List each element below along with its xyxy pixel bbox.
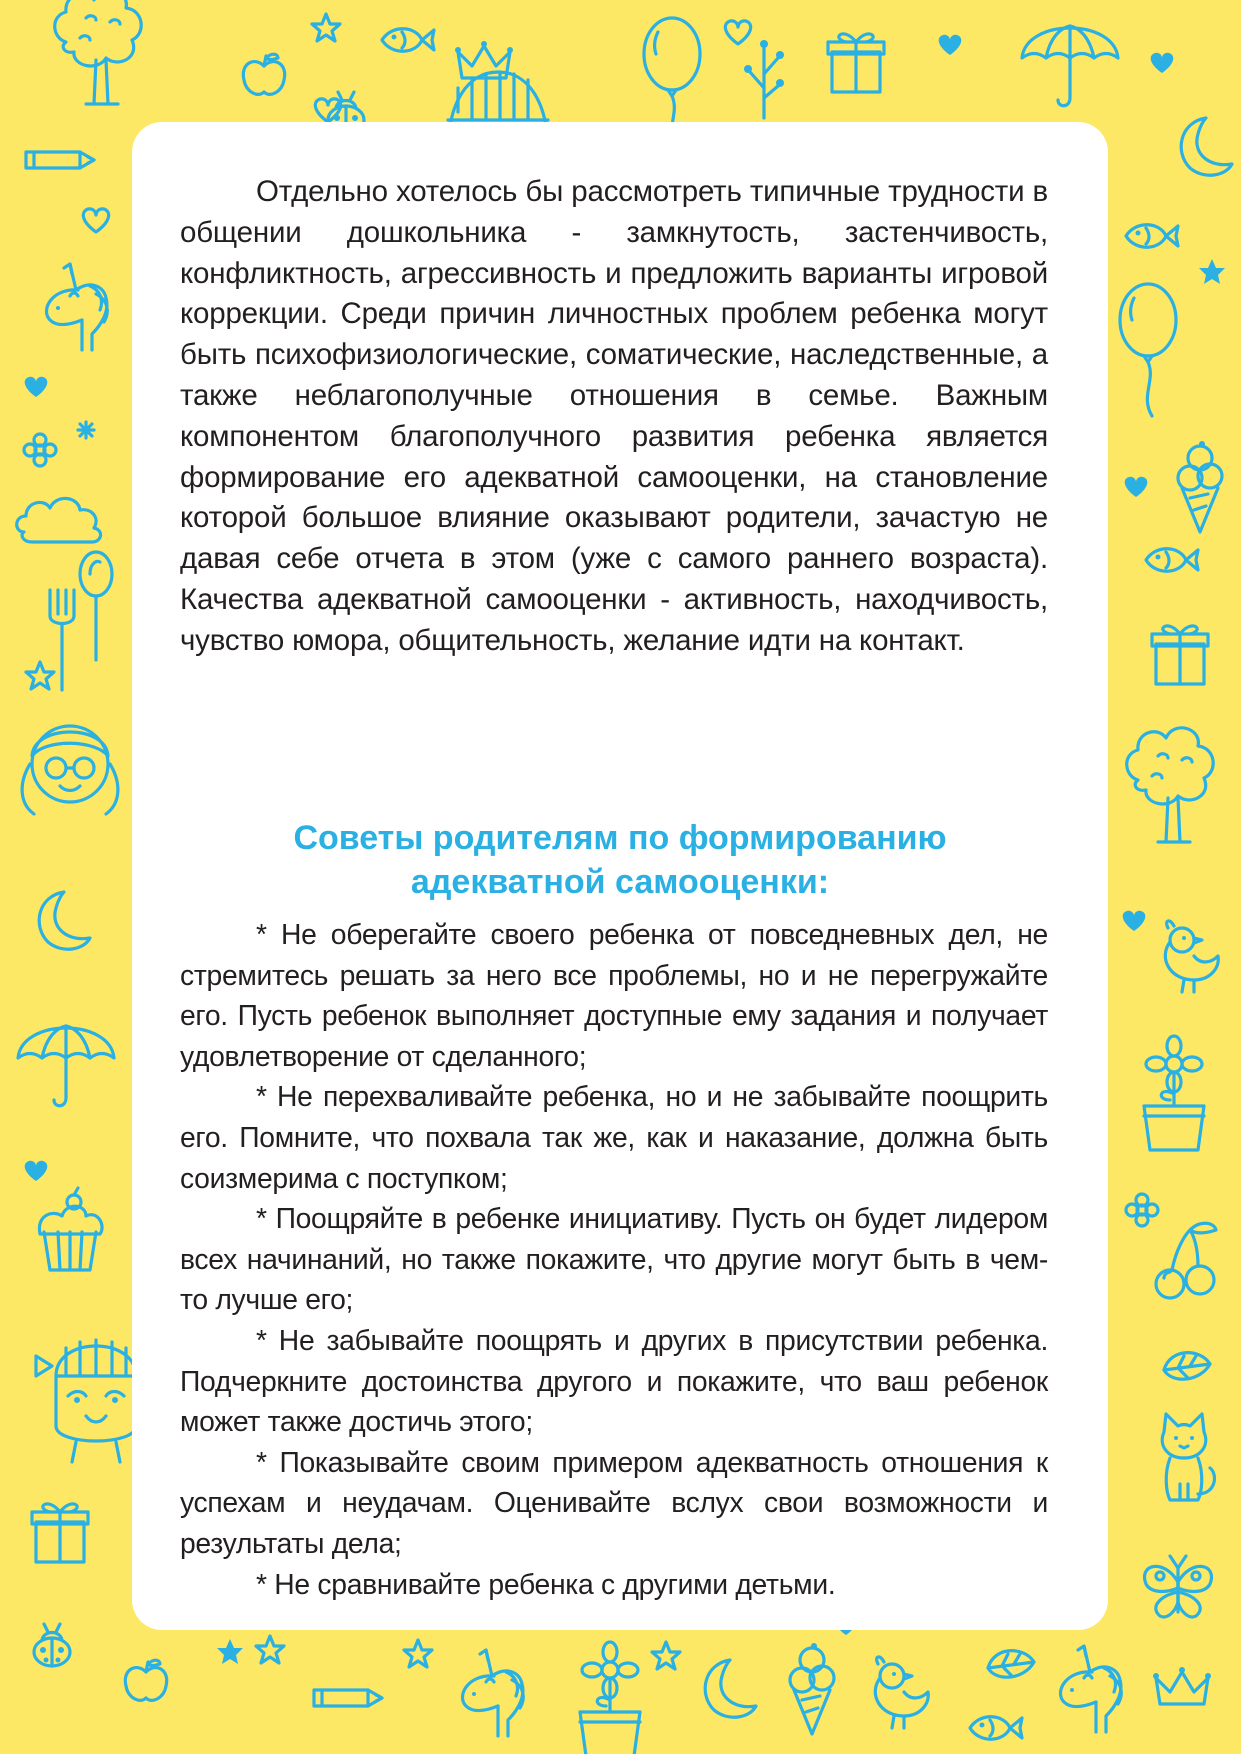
- unicorn-icon: [46, 264, 107, 350]
- tip-item: * Не оберегайте своего ребенка от повседневных дел, не стремитесь решать за него все проблемы, но и не перегружайте его. Пусть ребенок выполняет доступные ему задания и получает удовлетворение от сделанного;: [180, 918, 1048, 1072]
- girl-face-icon: [22, 726, 118, 814]
- bird-icon: [1165, 921, 1218, 992]
- tree-icon: [55, 0, 141, 104]
- fish-icon: [382, 29, 434, 52]
- gift-icon: [1152, 626, 1208, 684]
- tip-item: * Показывайте своим примером адекватность отношения к успехам и неудачам. Оценивайте вслух свои возможности и результаты дела;: [180, 1445, 1048, 1559]
- umbrella-icon: [1022, 26, 1118, 106]
- heart-icon: [939, 35, 962, 55]
- tips-heading-line-2: адекватной самооценки:: [410, 863, 830, 901]
- heart-icon: [25, 1161, 48, 1181]
- girl-face-icon: [36, 1340, 136, 1462]
- leaf-icon: [988, 1651, 1034, 1678]
- butterfly-icon: [1145, 1556, 1212, 1617]
- tip-item: * Не забывайте поощрять и других в присутствии ребенка. Подчеркните достоинства другого и покажите, что ваш ребенок может также достичь этого;: [180, 1323, 1048, 1438]
- crown-icon: [1153, 1667, 1211, 1704]
- tip-item: * Не перехваливайте ребенка, но и не забывайте поощрить его. Помните, что похвала так же, как и наказание, должна быть соизмерима с поступком;: [180, 1080, 1048, 1194]
- ice-cream-icon: [1178, 441, 1222, 532]
- cherry-icon: [1156, 1223, 1216, 1298]
- tips-heading: [132, 816, 1108, 904]
- unicorn-icon: [462, 1650, 523, 1736]
- fish-icon: [1146, 549, 1198, 572]
- gift-icon: [32, 1504, 88, 1562]
- cupcake-icon: [39, 1188, 102, 1270]
- heart-icon: [83, 209, 108, 232]
- apple-icon: [243, 54, 284, 94]
- heart-icon: [725, 21, 750, 44]
- heart-icon: [1125, 477, 1148, 497]
- star-icon: [26, 662, 54, 689]
- moon-icon: [39, 892, 90, 949]
- apple-icon: [125, 1660, 166, 1700]
- balloon-icon: [1120, 284, 1176, 416]
- umbrella-icon: [18, 1026, 114, 1106]
- heart-icon: [25, 377, 48, 397]
- flower-icon: [1126, 1194, 1158, 1226]
- cloud-icon: [17, 498, 101, 542]
- tips-list: [180, 914, 1048, 1604]
- heart-icon: [1151, 53, 1174, 73]
- moon-icon: [1181, 118, 1232, 175]
- moon-icon: [705, 1660, 756, 1717]
- fork-icon: [50, 590, 74, 690]
- heart-icon: [1123, 911, 1146, 931]
- flower-icon: [580, 1642, 640, 1754]
- flower-icon: [24, 434, 56, 466]
- star-icon: [312, 14, 340, 41]
- tip-item: * Не сравнивайте ребенка с другими детьми.: [256, 1567, 836, 1600]
- leaf-icon: [1164, 1353, 1210, 1380]
- pencil-icon: [314, 1690, 382, 1706]
- intro-paragraph: Отдельно хотелось бы рассмотреть типичные трудности в общении дошкольника - замкнутость, застенчивость, конфликтность, агрессивность и предложить варианты игровой коррекции. Среди причин личностных проблем ребенка могут быть психофизиологические, соматические, наследственные, а также неблагополучные отношения в семье. Важным компонентом благополучного развития ребенка является формирование его адекватной самооценки, на становление которой большое влияние оказывают родители, зачастую не давая себе отчета в этом (уже с самого раннего возраста). Качества адекватной самооценки - активность, находчивость, чувство юмора, общительность, желание идти на контакт.: [180, 175, 1048, 657]
- tree-icon: [1127, 728, 1213, 842]
- star-icon: [404, 1640, 432, 1667]
- fish-icon: [970, 1717, 1022, 1740]
- tips-heading-line-1: Советы родителям по формированию: [293, 819, 947, 857]
- gift-icon: [828, 34, 884, 92]
- star-icon: [1199, 259, 1225, 284]
- fish-icon: [1126, 225, 1178, 248]
- star-icon: [217, 1639, 243, 1664]
- pencil-icon: [26, 152, 94, 168]
- spoon-icon: [80, 552, 112, 660]
- ice-cream-icon: [790, 1643, 834, 1734]
- tip-item: * Поощряйте в ребенке инициативу. Пусть он будет лидером всех начинаний, но также покажите, что другие могут быть в чем-то лучше его;: [180, 1202, 1048, 1316]
- ladybug-icon: [34, 1624, 70, 1666]
- branch-icon: [744, 40, 784, 118]
- flower-icon: [1144, 1036, 1204, 1150]
- cat-icon: [1162, 1414, 1214, 1500]
- unicorn-icon: [1060, 1646, 1121, 1732]
- star-icon: [256, 1636, 284, 1663]
- star-icon: [78, 422, 94, 438]
- bird-icon: [875, 1657, 928, 1728]
- star-icon: [652, 1642, 680, 1669]
